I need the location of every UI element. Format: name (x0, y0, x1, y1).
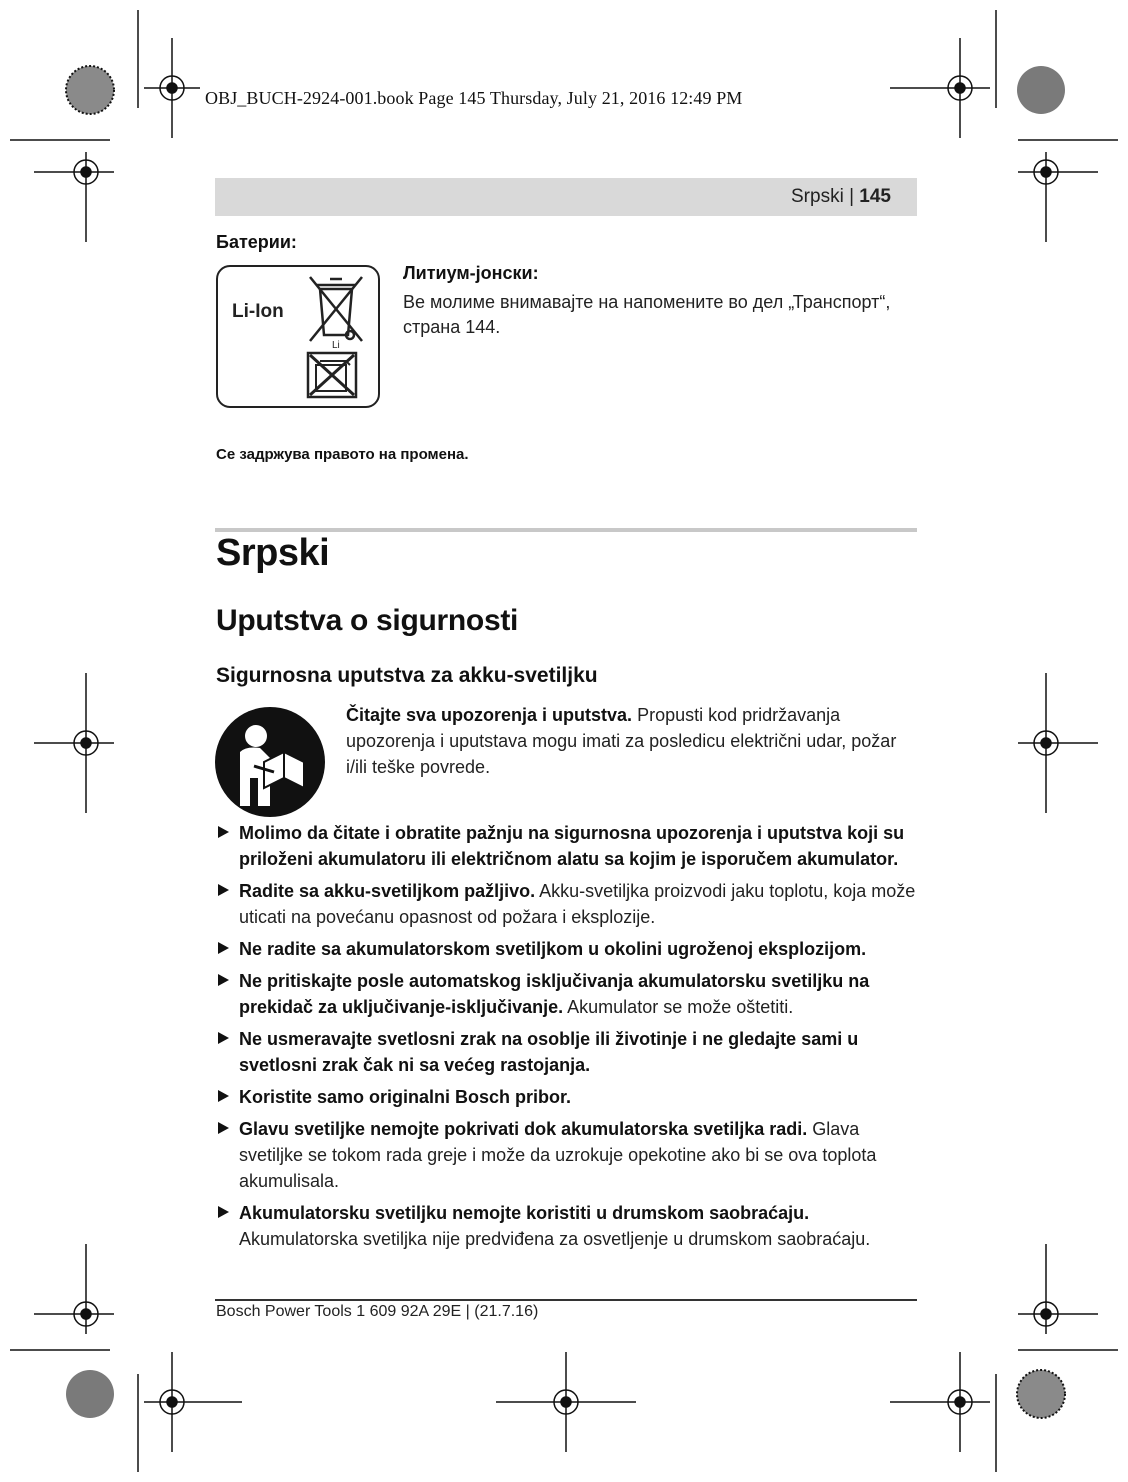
read-manual-icon (214, 706, 326, 818)
running-header (215, 178, 917, 216)
intro-text: Propusti kod pridržavanja upozorenja i uputstava mogu imati za posledicu električni udar, požar i/ili teške povrede. (346, 705, 897, 777)
li-ion-text: Ве молиме внимавајте на напомените во дел „Транспорт“, страна 144. (403, 292, 891, 337)
list-item: Ne pritiskajte posle automatskog isključivanja akumulatorsku svetiljku na prekidač za uključivanje-isključivanje. Akumulator se može oštetiti. (218, 968, 923, 1020)
reserve-note: Се задржува правото на промена. (216, 446, 469, 463)
list-item: Radite sa akku-svetiljkom pažljivo. Akku-svetiljka proizvodi jaku toplotu, koja može uticati na povećanu opasnost od požara i eksplozije. (218, 878, 923, 930)
bullet-arrow-icon (218, 974, 229, 986)
print-slug: OBJ_BUCH-2924-001.book Page 145 Thursday, July 21, 2016 12:49 PM (205, 88, 743, 108)
bullet-arrow-icon (218, 1122, 229, 1134)
list-item: Molimo da čitate i obratite pažnju na sigurnosna upozorenja i uputstva koji su priloženi akumulatoru ili električnom alatu sa kojim je isporučem akumulator. (218, 820, 923, 872)
bullet-arrow-icon (218, 942, 229, 954)
list-item: Ne usmeravajte svetlosni zrak na osoblje ili životinje i ne gledajte sami u svetlosni zrak čak ni sa većeg rastojanja. (218, 1026, 923, 1078)
safety-bullet-list (218, 820, 923, 1258)
li-small-label: Li (332, 340, 340, 349)
list-item: Ne radite sa akumulatorskom svetiljkom u okolini ugroženoj eksplozijom. (218, 936, 923, 962)
batteries-heading: Батерии: (216, 232, 297, 252)
list-item: Glavu svetiljke nemojte pokrivati dok akumulatorska svetiljka radi. Glava svetiljke se tokom rada greje i može da uzrokuje opekotine ako bi se ova toplota akumulisala. (218, 1116, 923, 1194)
bullet-arrow-icon (218, 1032, 229, 1044)
footer-divider (215, 1299, 917, 1301)
li-ion-label: Li-Ion (232, 301, 284, 322)
subsection-title: Sigurnosna uputstva za akku-svetiljku (216, 664, 598, 687)
language-title: Srpski (216, 532, 330, 574)
list-item: Koristite samo originalni Bosch pribor. (218, 1084, 923, 1110)
bullet-arrow-icon (218, 1090, 229, 1102)
battery-recycling-icon (306, 351, 358, 399)
page-footer: Bosch Power Tools 1 609 92A 29E | (21.7.16) (216, 1303, 539, 1320)
bullet-arrow-icon (218, 884, 229, 896)
header-page-number: 145 (859, 186, 891, 207)
header-section: Srpski | (791, 186, 855, 207)
bullet-arrow-icon (218, 1206, 229, 1218)
intro-bold: Čitajte sva upozorenja i uputstva. (346, 705, 633, 725)
intro-warning (346, 702, 921, 780)
li-ion-disposal-icon (216, 265, 380, 408)
list-item: Akumulatorsku svetiljku nemojte koristiti u drumskom saobraćaju. Akumulatorska svetiljka nije predviđena za osvetljenje u drumskom saobraćaju. (218, 1200, 923, 1252)
section-title: Uputstva o sigurnosti (216, 604, 519, 637)
crossed-bin-icon (306, 273, 366, 349)
bullet-arrow-icon (218, 826, 229, 838)
li-ion-title: Литиум-јонски: (403, 263, 539, 283)
